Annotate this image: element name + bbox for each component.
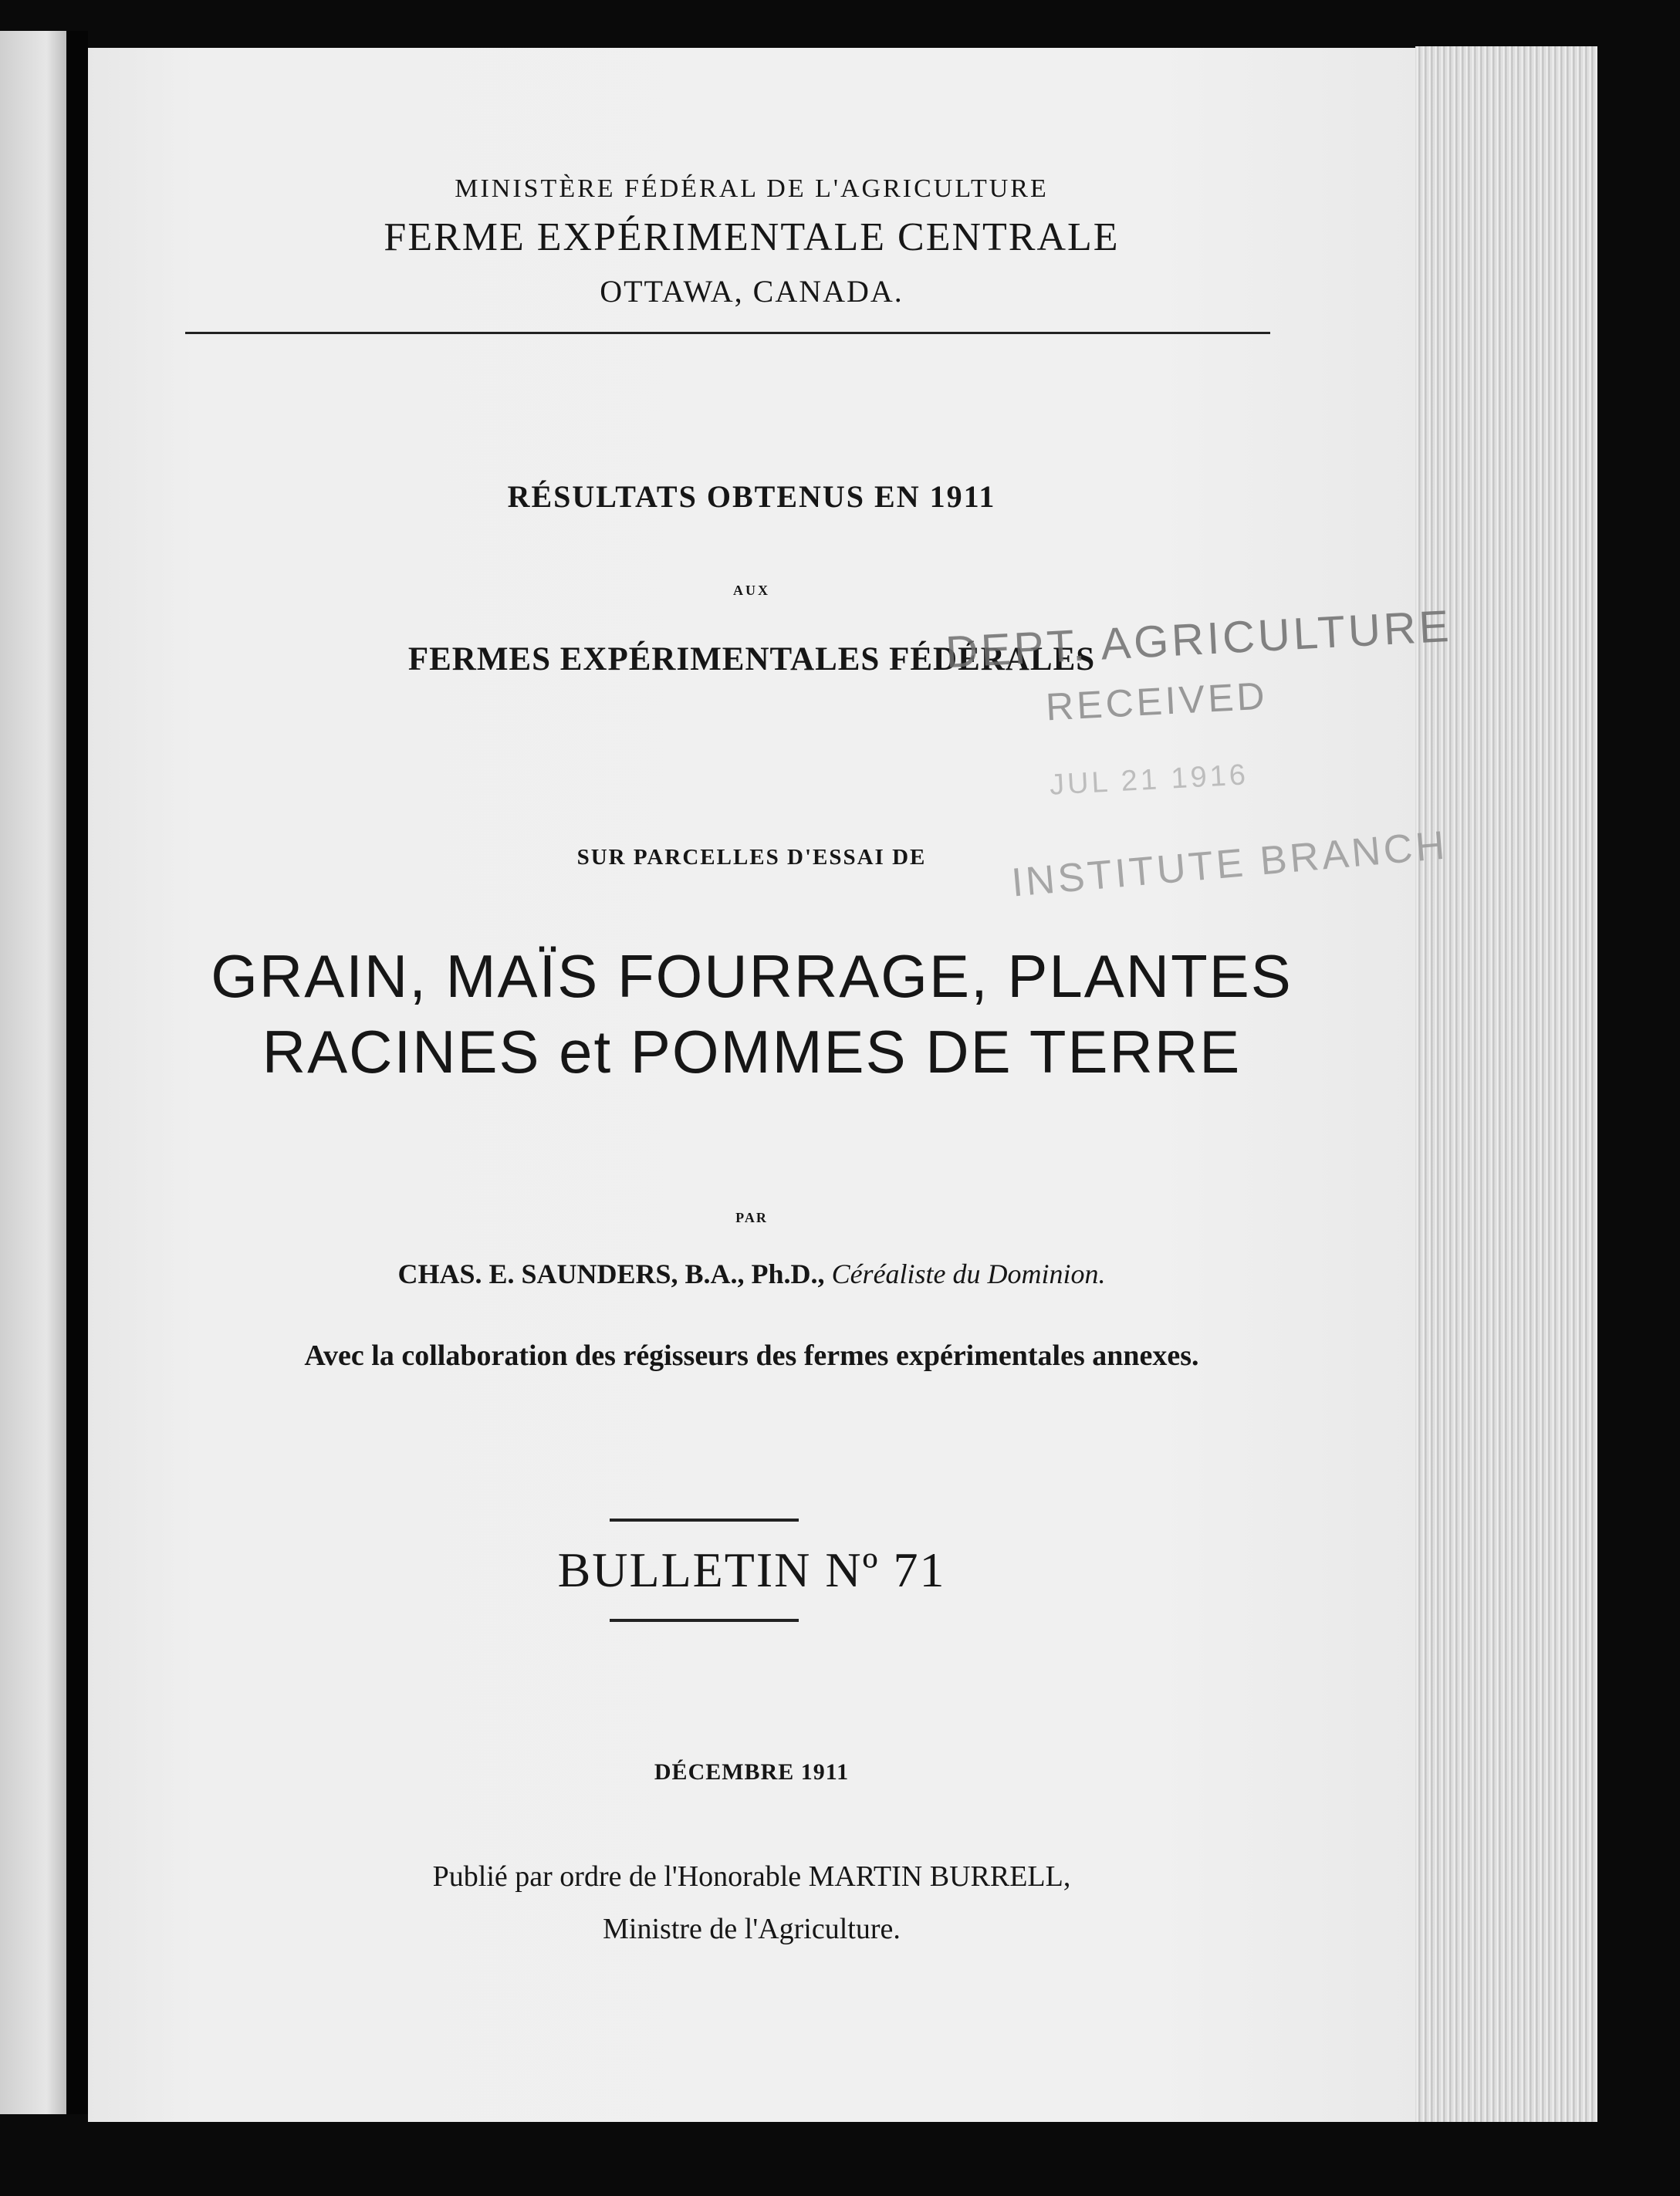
bulletin-number: BULLETIN Nº 71 bbox=[557, 1542, 946, 1597]
main-title-line-1: GRAIN, MAÏS FOURRAGE, PLANTES bbox=[211, 942, 1293, 1010]
farms-line: FERMES EXPÉRIMENTALES FÉDÉRALES bbox=[407, 641, 1096, 677]
author-line bbox=[88, 1258, 1415, 1290]
farm-line: FERME EXPÉRIMENTALE CENTRALE bbox=[384, 215, 1120, 259]
received-stamp-line-2: RECEIVED bbox=[1044, 674, 1269, 729]
collaboration-line: Avec la collaboration des régisseurs des fermes expérimentales annexes. bbox=[304, 1340, 1199, 1372]
received-stamp-line-1: DEPT. AGRICULTURE bbox=[944, 600, 1453, 678]
received-stamp-line-4: INSTITUTE BRANCH bbox=[1009, 823, 1450, 906]
par-line: PAR bbox=[735, 1210, 768, 1225]
page-edges bbox=[1415, 46, 1597, 2122]
book-gutter bbox=[66, 31, 88, 2114]
aux-line: AUX bbox=[733, 583, 770, 598]
date-line: DÉCEMBRE 1911 bbox=[654, 1759, 850, 1785]
plots-line: SUR PARCELLES D'ESSAI DE bbox=[576, 845, 927, 870]
bulletin-rule-top bbox=[610, 1519, 799, 1522]
author-role: Céréaliste du Dominion. bbox=[831, 1258, 1106, 1289]
location-line: OTTAWA, CANADA. bbox=[600, 274, 904, 309]
main-title-line-2: RACINES et POMMES DE TERRE bbox=[262, 1018, 1242, 1086]
header-rule bbox=[185, 332, 1270, 334]
publisher-line: Publié par ordre de l'Honorable MARTIN BURRELL, bbox=[432, 1860, 1071, 1893]
left-page-edge bbox=[0, 31, 66, 2114]
bulletin-rule-bottom bbox=[610, 1619, 799, 1622]
ministry-line: MINISTÈRE FÉDÉRAL DE L'AGRICULTURE bbox=[455, 174, 1049, 203]
minister-line: Ministre de l'Agriculture. bbox=[603, 1913, 901, 1945]
author-name: CHAS. E. SAUNDERS, B.A., Ph.D., bbox=[397, 1258, 832, 1289]
received-stamp-date: JUL 21 1916 bbox=[1049, 758, 1249, 802]
results-line: RÉSULTATS OBTENUS EN 1911 bbox=[507, 479, 996, 514]
